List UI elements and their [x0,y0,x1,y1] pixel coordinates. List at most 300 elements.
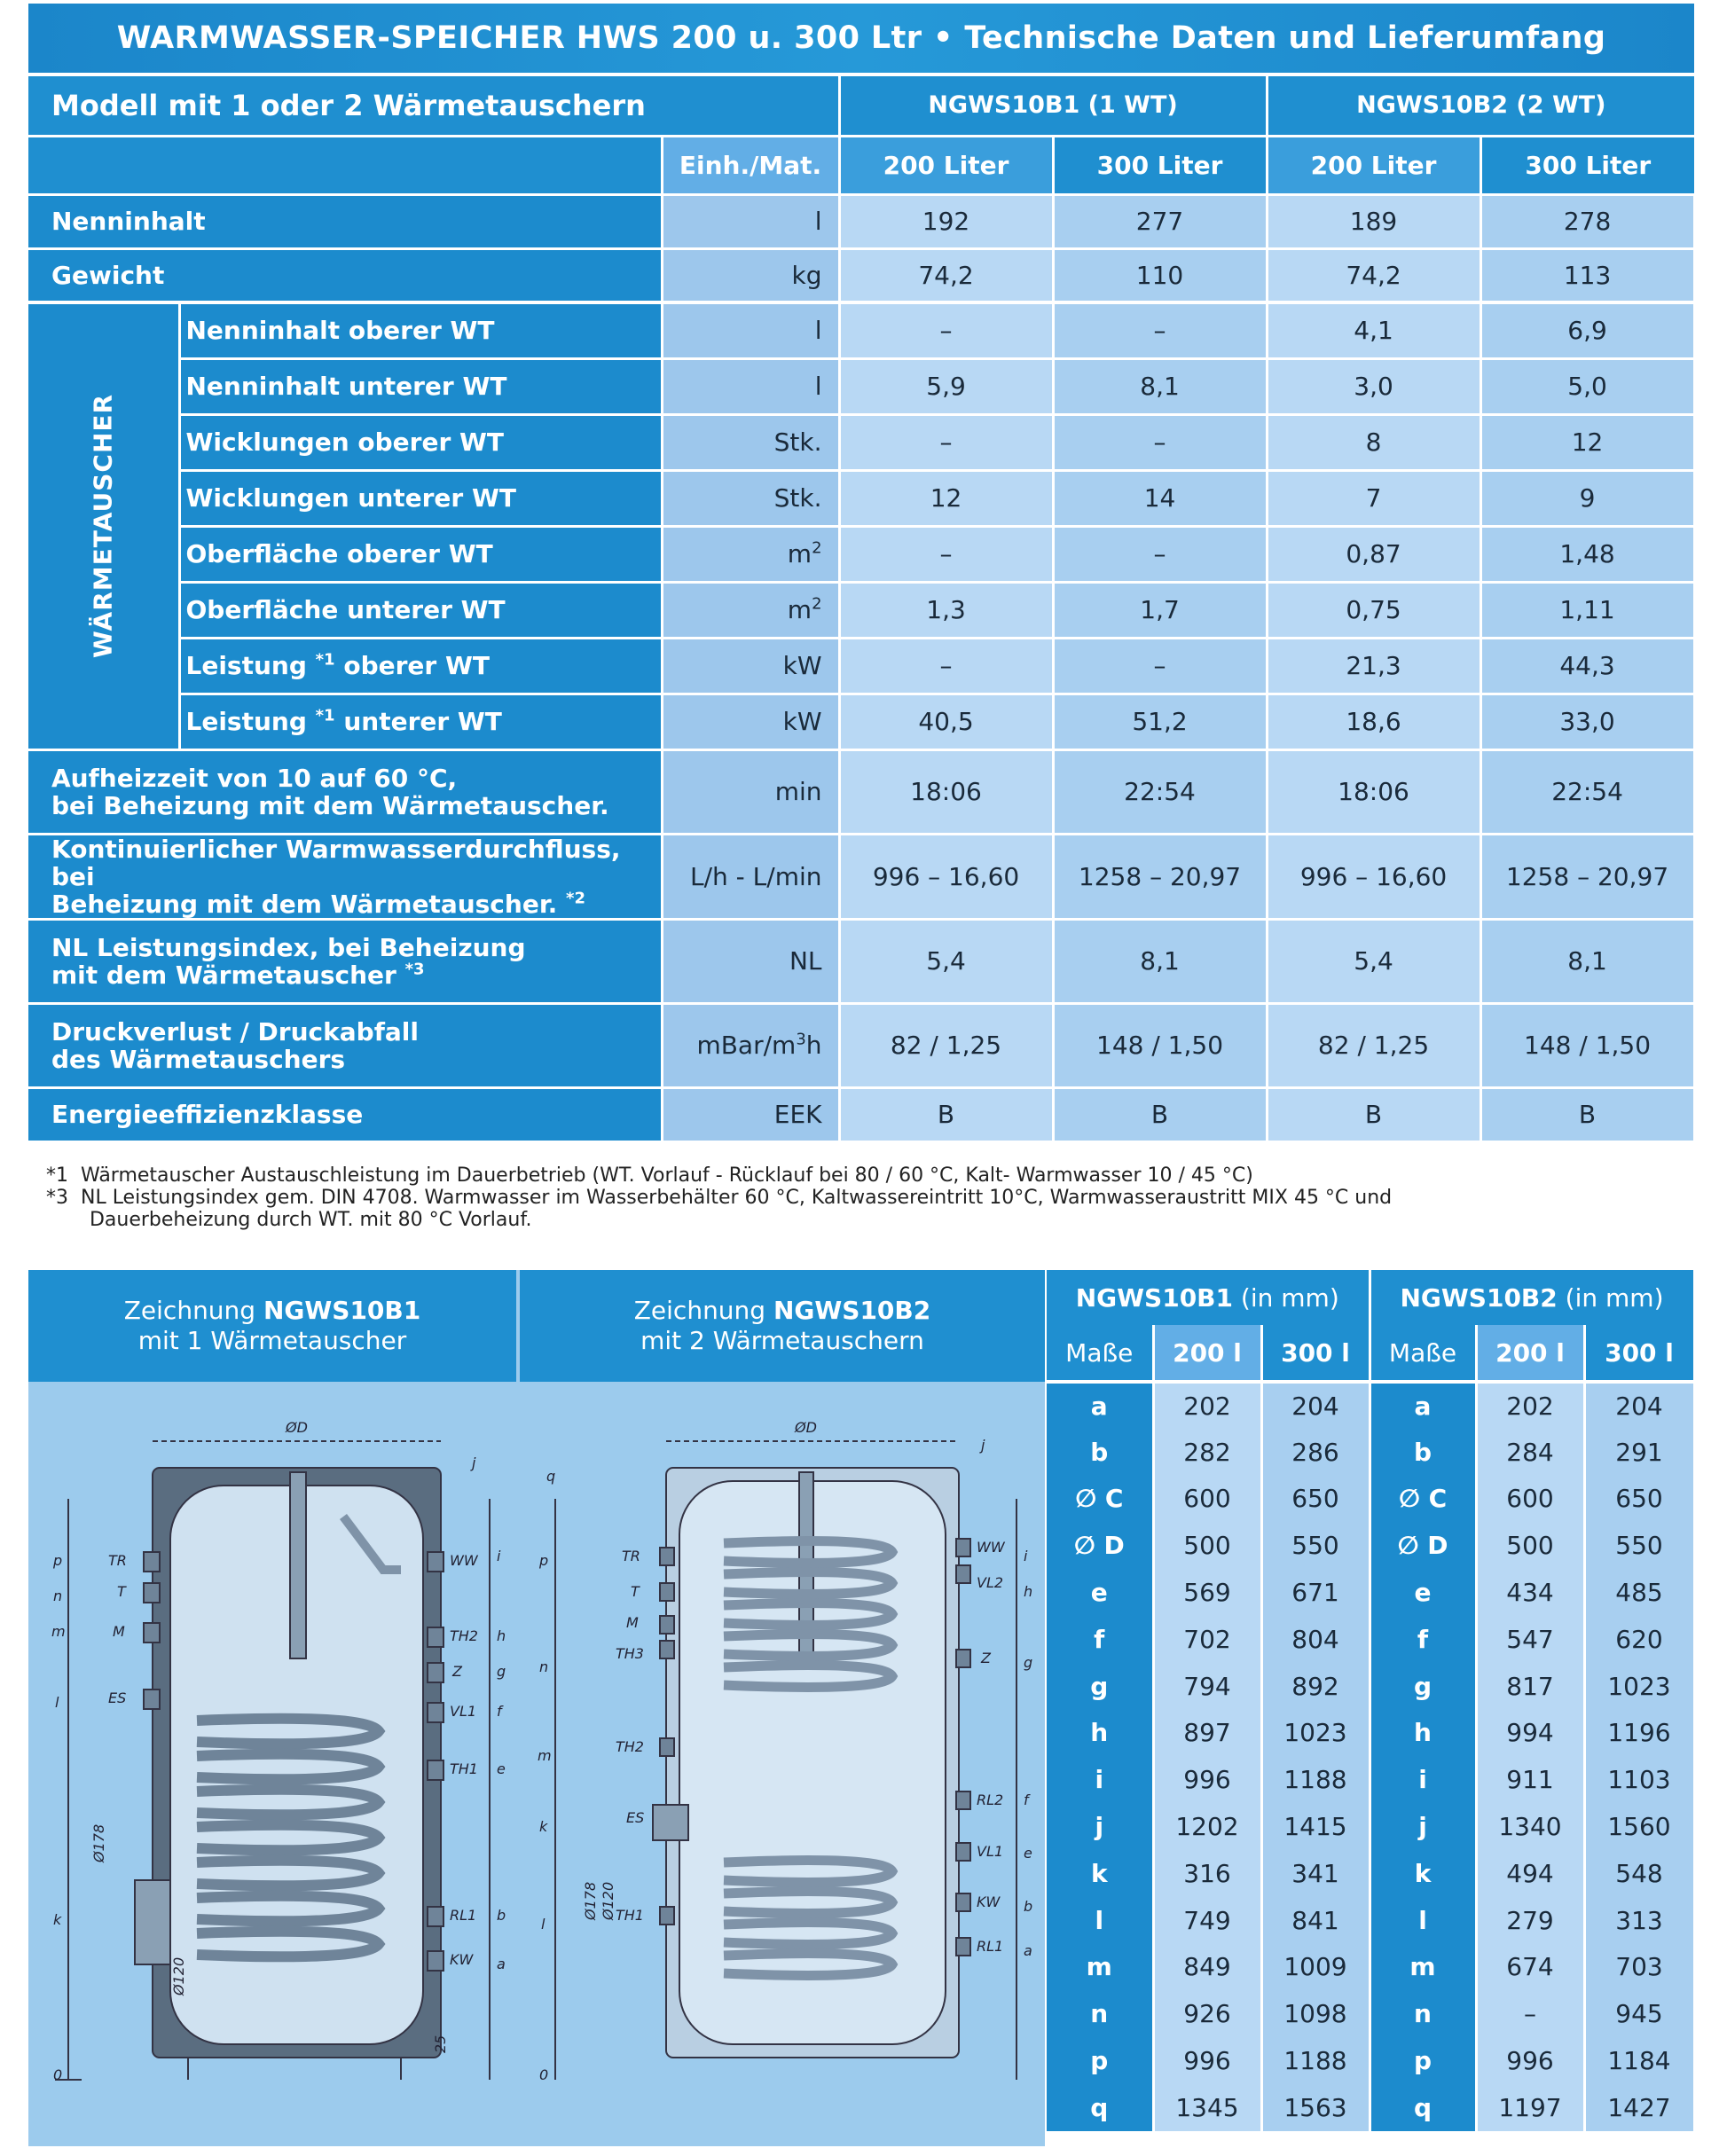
dims-value: 1188 [1261,2037,1370,2084]
drawing-label: TR [108,1552,127,1569]
dims-value: 1340 [1476,1803,1584,1850]
dims-value: 1202 [1153,1803,1261,1850]
value-cell: – [839,526,1053,582]
value-cell: – [1053,638,1267,694]
table-row [28,834,1694,919]
drawing-label: TH2 [450,1627,478,1644]
unit-text: m [787,539,812,568]
drawing-label: VL1 [977,1843,1004,1860]
value-cell: 189 [1267,194,1480,248]
dims-value: 316 [1153,1850,1261,1897]
value-cell: 1,7 [1053,582,1267,638]
dims-row [1047,1850,1694,1897]
table-row [28,414,1694,470]
dims-value: 911 [1476,1756,1584,1803]
drawing-label: ØD [286,1419,308,1436]
value-cell: 4,1 [1267,302,1480,358]
drawing-label: g [497,1663,506,1680]
dims-value: 996 [1153,1756,1261,1803]
dims-row [1047,2084,1694,2131]
dims-row [1047,1944,1694,1991]
dims-value: 494 [1476,1850,1584,1897]
dims-value: 703 [1584,1944,1694,1991]
dims-value: 945 [1584,1990,1694,2037]
label-line: Kontinuierlicher Warmwasserdurchfluss, bei [51,834,621,891]
dims-value: 1415 [1261,1803,1370,1850]
dims-value: 434 [1476,1569,1584,1616]
drawing-label: Ø178 [582,1881,599,1920]
value-cell: 51,2 [1053,694,1267,749]
dims-key: p [1370,2037,1476,2084]
drawing-label: KW [977,1893,1001,1910]
value-cell: 5,9 [839,358,1053,414]
value-cell: 74,2 [839,248,1053,302]
drawing-label: TH3 [616,1645,644,1662]
label-text: des Wärmetauschers [51,1044,346,1074]
drawing2-model: NGWS10B2 [773,1296,931,1325]
tank-drawing-2wt [520,1384,1045,2146]
drawing-label: b [497,1907,506,1924]
drawing-label: T [631,1583,640,1600]
table-row [28,248,1694,302]
drawing-label: j [472,1454,476,1471]
row-label: Wicklungen unterer WT [179,470,662,526]
value-cell: – [1053,302,1267,358]
dims-value: – [1476,1990,1584,2037]
row-label [28,834,662,919]
drawing-label: p [53,1552,63,1569]
dims-key: i [1047,1756,1153,1803]
unit-sup: 3 [796,1030,806,1049]
drawing-label: 0 [53,2066,63,2083]
dims-row [1047,1710,1694,1757]
drawing1-header: Zeichnung NGWS10B1 mit 1 Wärmetauscher [28,1270,516,1382]
drawing-label: j [981,1437,985,1454]
unit-text: m [787,595,812,624]
dims-key: f [1047,1616,1153,1663]
drawing-label: ES [626,1809,645,1826]
drawing-label: g [1024,1654,1033,1671]
label-line [51,792,652,819]
label-text: Beheizung mit dem Wärmetauscher. [51,889,567,919]
drawing-label: n [53,1588,63,1604]
dims-value: 996 [1476,2037,1584,2084]
value-cell: 8,1 [1053,919,1267,1003]
drawing-label: k [53,1911,62,1928]
value-cell: 9 [1480,470,1694,526]
label-text: bei Beheizung mit dem Wärmetauscher. [51,790,609,820]
value-cell: 18:06 [1267,749,1480,834]
value-cell: 113 [1480,248,1694,302]
dims-value: 286 [1261,1429,1370,1476]
dims-key: ∅ C [1370,1476,1476,1523]
label-text: unterer WT [334,707,502,736]
dims-value: 1103 [1584,1756,1694,1803]
drawing-label: p [539,1552,549,1569]
drawing-label: VL2 [977,1574,1004,1591]
value-cell: 278 [1480,194,1694,248]
dims-key: l [1047,1897,1153,1944]
dims-model2-header: NGWS10B2 (in mm) [1370,1270,1694,1325]
dims-value: 926 [1153,1990,1261,2037]
label-line: Aufheizzeit von 10 auf 60 °C, [51,763,458,793]
value-cell: B [839,1087,1053,1141]
dims-key: q [1370,2084,1476,2131]
unit-text: mBar/m [696,1031,797,1060]
footnote-ref: *1 [315,650,335,670]
value-cell: 0,87 [1267,526,1480,582]
dims-row [1047,1663,1694,1710]
dims-key: i [1370,1756,1476,1803]
unit-cell [662,526,839,582]
dims-key: j [1370,1803,1476,1850]
dims-key: g [1370,1663,1476,1710]
value-cell: 12 [839,470,1053,526]
dims-value: 547 [1476,1616,1584,1663]
value-cell: 1258 – 20,97 [1480,834,1694,919]
unit-cell: kW [662,694,839,749]
dims-value: 1009 [1261,1944,1370,1991]
value-cell: 14 [1053,470,1267,526]
tank-drawing-1wt [28,1384,516,2146]
value-cell: 18:06 [839,749,1053,834]
value-cell: 1258 – 20,97 [1053,834,1267,919]
dims-value: 994 [1476,1710,1584,1757]
dims-key: b [1370,1429,1476,1476]
dims-value: 674 [1476,1944,1584,1991]
dims-value: 1560 [1584,1803,1694,1850]
dims-col-header: 300 l [1261,1325,1370,1382]
dimensions-table [1047,1270,1696,2131]
drawing2-header: Zeichnung NGWS10B2 mit 2 Wärmetauschern [520,1270,1045,1382]
drawing-label: Ø120 [170,1956,187,1995]
row-label [179,694,662,749]
col-header: 300 Liter [1480,136,1694,194]
dims-value: 817 [1476,1663,1584,1710]
value-cell: 5,4 [839,919,1053,1003]
dims-key: b [1047,1429,1153,1476]
value-cell: 21,3 [1267,638,1480,694]
drawing-label: TH1 [616,1907,644,1924]
value-cell: 74,2 [1267,248,1480,302]
dims-value: 550 [1584,1522,1694,1569]
row-label: Wicklungen oberer WT [179,414,662,470]
dims-col-header: 200 l [1476,1325,1584,1382]
unit-cell: l [662,302,839,358]
value-cell: 1,48 [1480,526,1694,582]
label-text: Leistung [185,651,316,680]
unit-cell: kg [662,248,839,302]
dims-value: 1023 [1584,1663,1694,1710]
value-cell: 277 [1053,194,1267,248]
value-cell: – [1053,526,1267,582]
unit-cell: kW [662,638,839,694]
unit-cell [662,1003,839,1087]
dims-value: 202 [1476,1382,1584,1429]
dims-value: 1188 [1261,1756,1370,1803]
drawing-label: l [55,1694,59,1711]
unit-cell: Stk. [662,470,839,526]
dims-col-header: 200 l [1153,1325,1261,1382]
drawing-label: Ø178 [90,1823,107,1862]
unit-cell [662,582,839,638]
drawing-label: Z [981,1650,991,1666]
drawing-label: h [1024,1583,1033,1600]
dims-value: 600 [1153,1476,1261,1523]
dims-key: e [1047,1569,1153,1616]
unit-column-header: Einh./Mat. [662,136,839,194]
drawing-label: TR [622,1548,640,1564]
label-line: NL Leistungsindex, bei Beheizung [51,932,526,962]
row-label: Oberfläche oberer WT [179,526,662,582]
dims-row [1047,1616,1694,1663]
value-cell: 18,6 [1267,694,1480,749]
dims-value: 897 [1153,1710,1261,1757]
page-title: WARMWASSER-SPEICHER HWS 200 u. 300 Ltr • Technische Daten und Lieferumfang [28,4,1694,73]
dims-key: k [1047,1850,1153,1897]
dims-value: 341 [1261,1850,1370,1897]
table-row [28,470,1694,526]
unit-cell: L/h - L/min [662,834,839,919]
drawing-label: f [1024,1791,1029,1808]
drawing-label: RL2 [977,1791,1004,1808]
table-row [28,358,1694,414]
dims-key: n [1047,1990,1153,2037]
value-cell: 148 / 1,50 [1053,1003,1267,1087]
label-text: Leistung [185,707,316,736]
drawing-label: n [539,1658,549,1675]
value-cell: 3,0 [1267,358,1480,414]
dims-key: f [1370,1616,1476,1663]
unit-text: h [805,1031,822,1060]
dims-value: 279 [1476,1897,1584,1944]
footnote-ref: *3 [404,960,425,979]
drawing-label: Z [452,1663,462,1680]
row-label: Gewicht [28,248,662,302]
unit-sup: 2 [812,594,822,614]
drawing-label: q [546,1468,556,1485]
dims-value: 892 [1261,1663,1370,1710]
dims-row [1047,1897,1694,1944]
drawing-label: ES [108,1690,127,1706]
drawing-label: e [1024,1845,1032,1862]
value-cell: – [1053,414,1267,470]
row-label: Nenninhalt oberer WT [179,302,662,358]
drawing-label: WW [450,1552,478,1569]
dims-value: 1184 [1584,2037,1694,2084]
dims-value: 1345 [1153,2084,1261,2131]
dims-value: 1196 [1584,1710,1694,1757]
table-row [28,638,1694,694]
drawing-label: l [541,1916,546,1933]
dims-key: l [1370,1897,1476,1944]
dims-key: ∅ C [1047,1476,1153,1523]
label-line [51,1046,652,1073]
value-cell: B [1480,1087,1694,1141]
dims-row [1047,1476,1694,1523]
dims-value: 996 [1153,2037,1261,2084]
dims-row [1047,2037,1694,2084]
dims-key: e [1370,1569,1476,1616]
dims-value: 1427 [1584,2084,1694,2131]
dims-value: 291 [1584,1429,1694,1476]
dims-key: h [1047,1710,1153,1757]
dims-key: m [1047,1944,1153,1991]
drawing-label: RL1 [450,1907,477,1924]
drawing-label: KW [450,1951,474,1968]
dims-value: 550 [1261,1522,1370,1569]
table-row [28,694,1694,749]
drawing-label: M [113,1623,125,1640]
drawing-label: e [497,1760,506,1777]
dims-row [1047,1522,1694,1569]
value-cell: 996 – 16,60 [1267,834,1480,919]
label-text: mit dem Wärmetauscher [51,960,405,990]
value-cell: 44,3 [1480,638,1694,694]
footnote: *3 NL Leistungsindex gem. DIN 4708. Warmwasser im Wasserbehälter 60 °C, Kaltwassereintritt 10°C, Warmwasseraustritt MIX 45 °C und [46,1187,1393,1209]
dims-value: 702 [1153,1616,1261,1663]
drawing-label: VL1 [450,1703,477,1720]
value-cell: 7 [1267,470,1480,526]
dims-key: p [1047,2037,1153,2084]
model2-header: NGWS10B2 (2 WT) [1267,76,1694,136]
footnote-ref: *2 [566,889,585,908]
col-header: 200 Liter [839,136,1053,194]
drawing-label: M [626,1614,639,1631]
drawing-label: m [51,1623,66,1640]
dims-value: 204 [1584,1382,1694,1429]
unit-cell: l [662,358,839,414]
dims-value: 548 [1584,1850,1694,1897]
value-cell: 82 / 1,25 [839,1003,1053,1087]
value-cell: – [839,414,1053,470]
label-line [51,961,652,989]
dims-row [1047,1756,1694,1803]
value-cell: 5,4 [1267,919,1480,1003]
label-line [51,890,652,918]
drawing-label: TH1 [450,1760,478,1777]
value-cell: – [839,302,1053,358]
dims-value: 485 [1584,1569,1694,1616]
exchanger-group-label [28,302,179,749]
dims-value: 650 [1261,1476,1370,1523]
dims-key: j [1047,1803,1153,1850]
label-text: oberer WT [334,651,490,680]
row-label: Nenninhalt [28,194,662,248]
dims-value: 1563 [1261,2084,1370,2131]
value-cell: 148 / 1,50 [1480,1003,1694,1087]
unit-sup: 2 [812,538,822,558]
unit-cell: NL [662,919,839,1003]
dims-value: 1098 [1261,1990,1370,2037]
table-row [28,526,1694,582]
dims-value: 204 [1261,1382,1370,1429]
row-label [28,749,662,834]
footnote-ref: *1 [315,706,335,725]
dims-key-header: Maße [1047,1325,1153,1382]
table-row [28,1003,1694,1087]
dims-value: 1197 [1476,2084,1584,2131]
drawing-label: b [1024,1898,1033,1915]
dims-key: g [1047,1663,1153,1710]
value-cell: 8,1 [1053,358,1267,414]
dims-value: 671 [1261,1569,1370,1616]
dims-row [1047,1803,1694,1850]
drawing-label: h [497,1627,506,1644]
dims-value: 794 [1153,1663,1261,1710]
exchanger-vertical-text: WÄRMETAUSCHER [88,394,118,659]
value-cell: 8 [1267,414,1480,470]
value-cell: 1,11 [1480,582,1694,638]
dims-key: ∅ D [1047,1522,1153,1569]
table-row [28,1087,1694,1141]
dims-key: k [1370,1850,1476,1897]
dims-value: 202 [1153,1382,1261,1429]
dims-value: 650 [1584,1476,1694,1523]
footnote: Dauerbeheizung durch WT. mit 80 °C Vorlauf. [46,1209,532,1231]
value-cell: 82 / 1,25 [1267,1003,1480,1087]
drawing-label: i [497,1548,501,1564]
table-row [28,194,1694,248]
row-label [28,1003,662,1087]
drawing-label: f [497,1703,502,1720]
dims-value: 841 [1261,1897,1370,1944]
dims-key-header: Maße [1370,1325,1476,1382]
drawing-label: RL1 [977,1938,1004,1955]
row-label: Nenninhalt unterer WT [179,358,662,414]
dims-value: 749 [1153,1897,1261,1944]
value-cell: B [1053,1087,1267,1141]
unit-cell: min [662,749,839,834]
dims-value: 284 [1476,1429,1584,1476]
drawing-label: T [117,1583,126,1600]
value-cell: 22:54 [1480,749,1694,834]
drawing-label: m [538,1747,552,1764]
value-cell: 996 – 16,60 [839,834,1053,919]
row-label [28,919,662,1003]
dims-col-header: 300 l [1584,1325,1694,1382]
dims-row [1047,1382,1694,1429]
dims-key: ∅ D [1370,1522,1476,1569]
table-row [28,302,1694,358]
footnotes [46,1164,1696,1231]
row-label: Energieeffizienzklasse [28,1087,662,1141]
dims-value: 804 [1261,1616,1370,1663]
dims-row [1047,1569,1694,1616]
col-header: 300 Liter [1053,136,1267,194]
dims-row [1047,1429,1694,1476]
dims-key: n [1370,1990,1476,2037]
row-label: Oberfläche unterer WT [179,582,662,638]
value-cell: 6,9 [1480,302,1694,358]
dims-value: 282 [1153,1429,1261,1476]
dims-model1-header: NGWS10B1 (in mm) [1047,1270,1370,1325]
table-row [28,582,1694,638]
dims-key: h [1370,1710,1476,1757]
drawing-label: WW [977,1539,1005,1556]
table-row [28,749,1694,834]
value-cell: 5,0 [1480,358,1694,414]
unit-cell: EEK [662,1087,839,1141]
drawing-label: ØD [795,1419,817,1436]
drawing-label: a [497,1956,506,1972]
value-cell: 1,3 [839,582,1053,638]
value-cell: B [1267,1087,1480,1141]
drawing-label: k [539,1818,548,1835]
value-cell: 12 [1480,414,1694,470]
dims-value: 1023 [1261,1710,1370,1757]
dims-value: 569 [1153,1569,1261,1616]
